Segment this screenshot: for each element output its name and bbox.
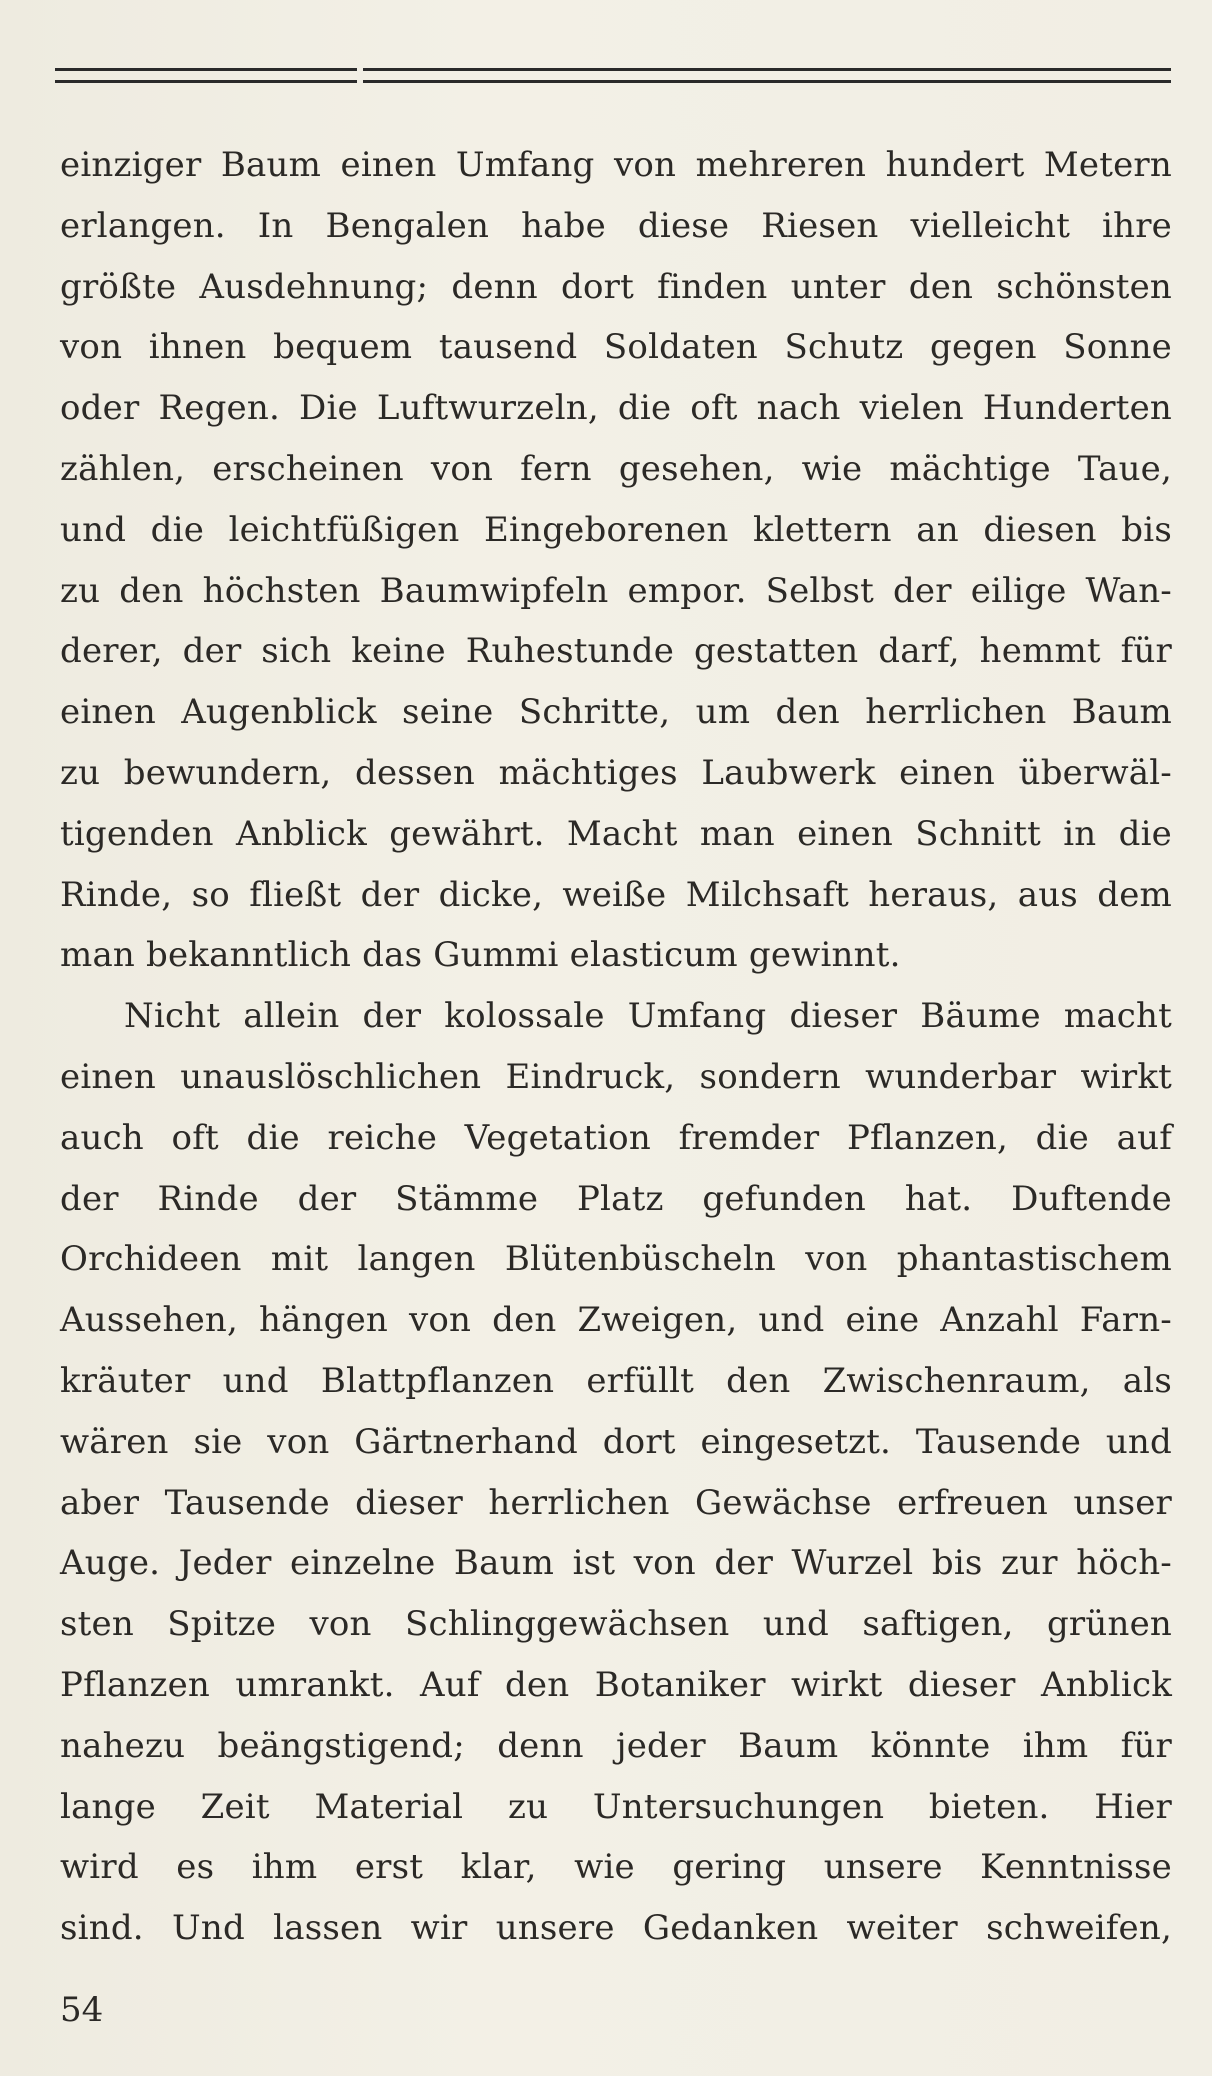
text-line: und die leichtfüßigen Eingeborenen klettern an diesen bis	[60, 509, 1172, 550]
paragraph-2	[60, 986, 1172, 1959]
header-rule-top	[55, 68, 1171, 71]
page-number: 54	[60, 1990, 104, 2030]
text-line: aber Tausende dieser herrlichen Gewächse erfreuen unser	[60, 1482, 1172, 1523]
text-line: oder Regen. Die Luftwurzeln, die oft nach vielen Hunderten	[60, 388, 1172, 429]
text-line: größte Ausdehnung; denn dort finden unter den schönsten	[60, 266, 1172, 307]
text-line: erlangen. In Bengalen habe diese Riesen vielleicht ihre	[60, 205, 1172, 246]
text-line: zu den höchsten Baumwipfeln empor. Selbst der eilige Wan-	[60, 570, 1172, 611]
text-line: einen unauslöschlichen Eindruck, sondern wunderbar wirkt	[60, 1056, 1172, 1097]
text-line: wird es ihm erst klar, wie gering unsere Kenntnisse	[60, 1847, 1172, 1888]
text-line: wären sie von Gärtnerhand dort eingesetzt. Tausende und	[60, 1421, 1172, 1462]
text-line: derer, der sich keine Ruhestunde gestatten darf, hemmt für	[60, 631, 1172, 672]
header-rule-gap	[357, 64, 363, 86]
text-line: auch oft die reiche Vegetation fremder Pflanzen, die auf	[60, 1117, 1172, 1158]
text-line: sten Spitze von Schlinggewächsen und saftigen, grünen	[60, 1604, 1172, 1645]
body-text	[60, 135, 1172, 1959]
text-line: tigenden Anblick gewährt. Macht man einen Schnitt in die	[60, 813, 1172, 854]
text-line: zählen, erscheinen von fern gesehen, wie mächtige Taue,	[60, 448, 1172, 489]
paragraph-1	[60, 135, 1172, 986]
text-line: sind. Und lassen wir unsere Gedanken weiter schweifen,	[60, 1908, 1172, 1949]
text-line: Orchideen mit langen Blütenbüscheln von phantastischem	[60, 1239, 1172, 1280]
text-line: zu bewundern, dessen mächtiges Laubwerk einen überwäl-	[60, 752, 1172, 793]
text-line: nahezu beängstigend; denn jeder Baum könnte ihm für	[60, 1725, 1172, 1766]
text-line: der Rinde der Stämme Platz gefunden hat. Duftende	[60, 1178, 1172, 1219]
text-line: Aussehen, hängen von den Zweigen, und eine Anzahl Farn-	[60, 1300, 1172, 1341]
text-line: man bekanntlich das Gummi elasticum gewinnt.	[60, 935, 901, 976]
text-line: Auge. Jeder einzelne Baum ist von der Wurzel bis zur höch-	[60, 1543, 1172, 1584]
text-line: lange Zeit Material zu Untersuchungen bieten. Hier	[60, 1786, 1172, 1827]
text-line: Pflanzen umrankt. Auf den Botaniker wirkt dieser Anblick	[60, 1664, 1172, 1705]
text-line: kräuter und Blattpflanzen erfüllt den Zwischenraum, als	[60, 1360, 1172, 1401]
header-rule-bottom	[55, 80, 1171, 83]
text-line: Nicht allein der kolossale Umfang dieser Bäume macht	[124, 996, 1172, 1037]
text-line: Rinde, so fließt der dicke, weiße Milchsaft heraus, aus dem	[60, 874, 1172, 915]
text-line: einziger Baum einen Umfang von mehreren hundert Metern	[60, 145, 1172, 185]
text-line: einen Augenblick seine Schritte, um den herrlichen Baum	[60, 692, 1172, 733]
text-line: von ihnen bequem tausend Soldaten Schutz gegen Sonne	[60, 327, 1172, 368]
